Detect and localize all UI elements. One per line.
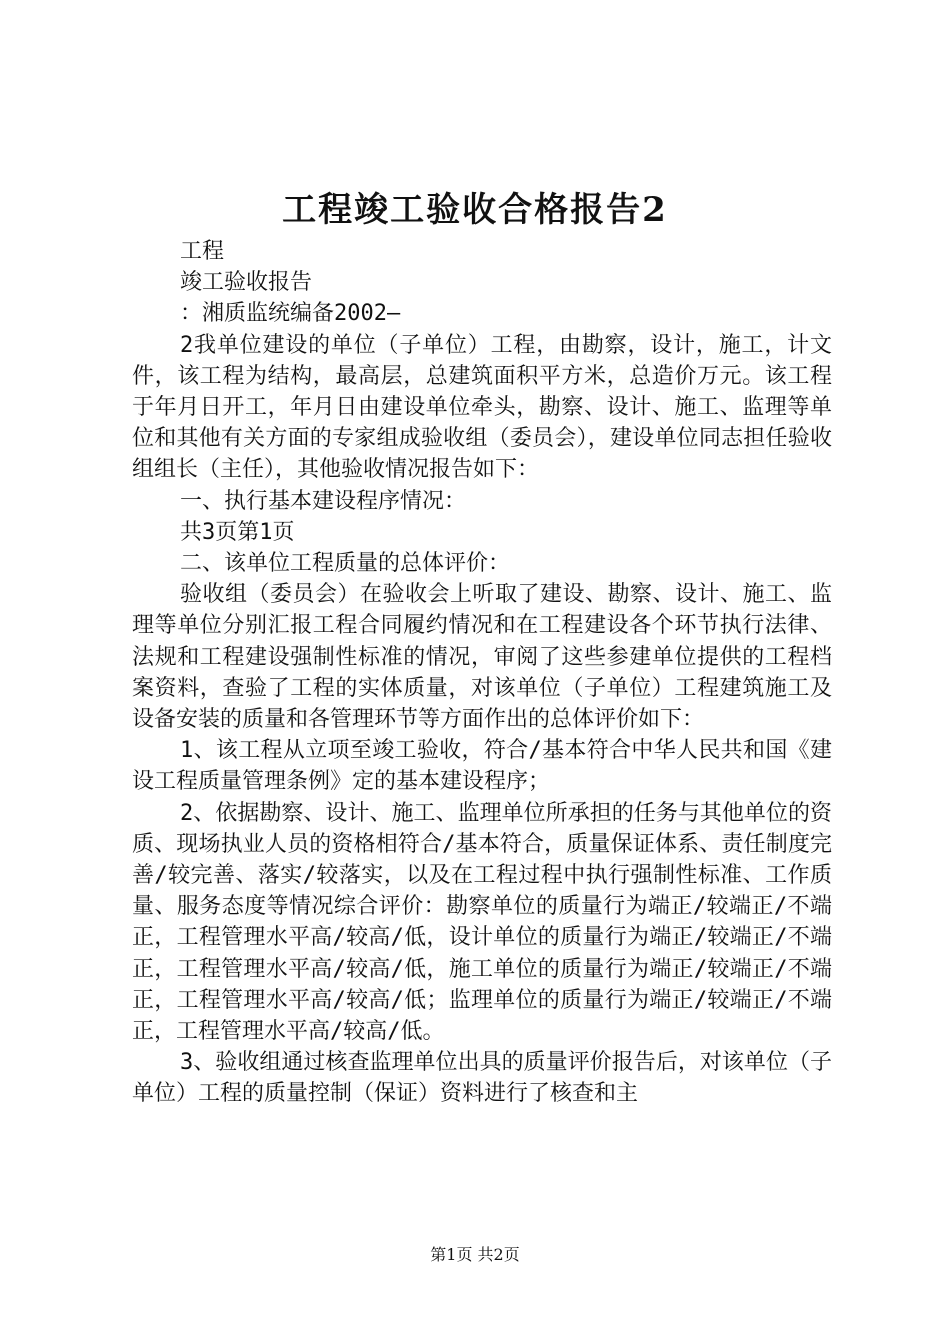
paragraph: 1、该工程从立项至竣工验收，符合/基本符合中华人民共和国《建设工程质量管理条例》定的基本建设程序； bbox=[132, 738, 832, 795]
paragraph: 2我单位建设的单位（子单位）工程，由勘察，设计，施工，计文件，该工程为结构，最高层，总建筑面积平方米，总造价万元。该工程于年月日开工，年月日由建设单位牵头，勘察、设计、施工、监理等单位和其他有关方面的专家组成验收组（委员会），建设单位同志担任验收组组长（主任），其他验收情况报告如下： bbox=[132, 332, 832, 483]
paragraph: 工程 bbox=[180, 239, 225, 264]
page-footer: 第1页 共2页 bbox=[430, 1245, 520, 1264]
paragraph: 二、该单位工程质量的总体评价： bbox=[180, 551, 511, 577]
paragraph: 共3页第1页 bbox=[180, 519, 295, 545]
document-title: 工程竣工验收合格报告2 bbox=[282, 190, 668, 230]
paragraph: 2、依据勘察、设计、施工、监理单位所承担的任务与其他单位的资质、现场执业人员的资格相符合/基本符合，质量保证体系、责任制度完善/较完善、落实/较落实，以及在工程过程中执行强制性标准、工作质量、服务态度等情况综合评价：勘察单位的质量行为端正/较端正/不端正，工程管理水平高/较高/低，设计单位的质量行为端正/较端正/不端正，工程管理水平高/较高/低，施工单位的质量行为端正/较端正/不端正，工程管理水平高/较高/低；监理单位的质量行为端正/较端正/不端正，工程管理水平高/较高/低。 bbox=[132, 800, 832, 1045]
paragraph: ：湘质监统编备2002— bbox=[180, 301, 401, 327]
document-body bbox=[132, 236, 832, 1110]
paragraph: 3、验收组通过核查监理单位出具的质量评价报告后，对该单位（子单位）工程的质量控制（保证）资料进行了核查和主 bbox=[132, 1050, 832, 1107]
paragraph: 一、执行基本建设程序情况： bbox=[180, 488, 467, 514]
paragraph: 验收组（委员会）在验收会上听取了建设、勘察、设计、施工、监理等单位分别汇报工程合同履约情况和在工程建设各个环节执行法律、法规和工程建设强制性标准的情况，审阅了这些参建单位提供的工程档案资料，查验了工程的实体质量，对该单位（子单位）工程建筑施工及设备安装的质量和各管理环节等方面作出的总体评价如下： bbox=[132, 582, 832, 733]
paragraph: 竣工验收报告 bbox=[180, 270, 313, 296]
